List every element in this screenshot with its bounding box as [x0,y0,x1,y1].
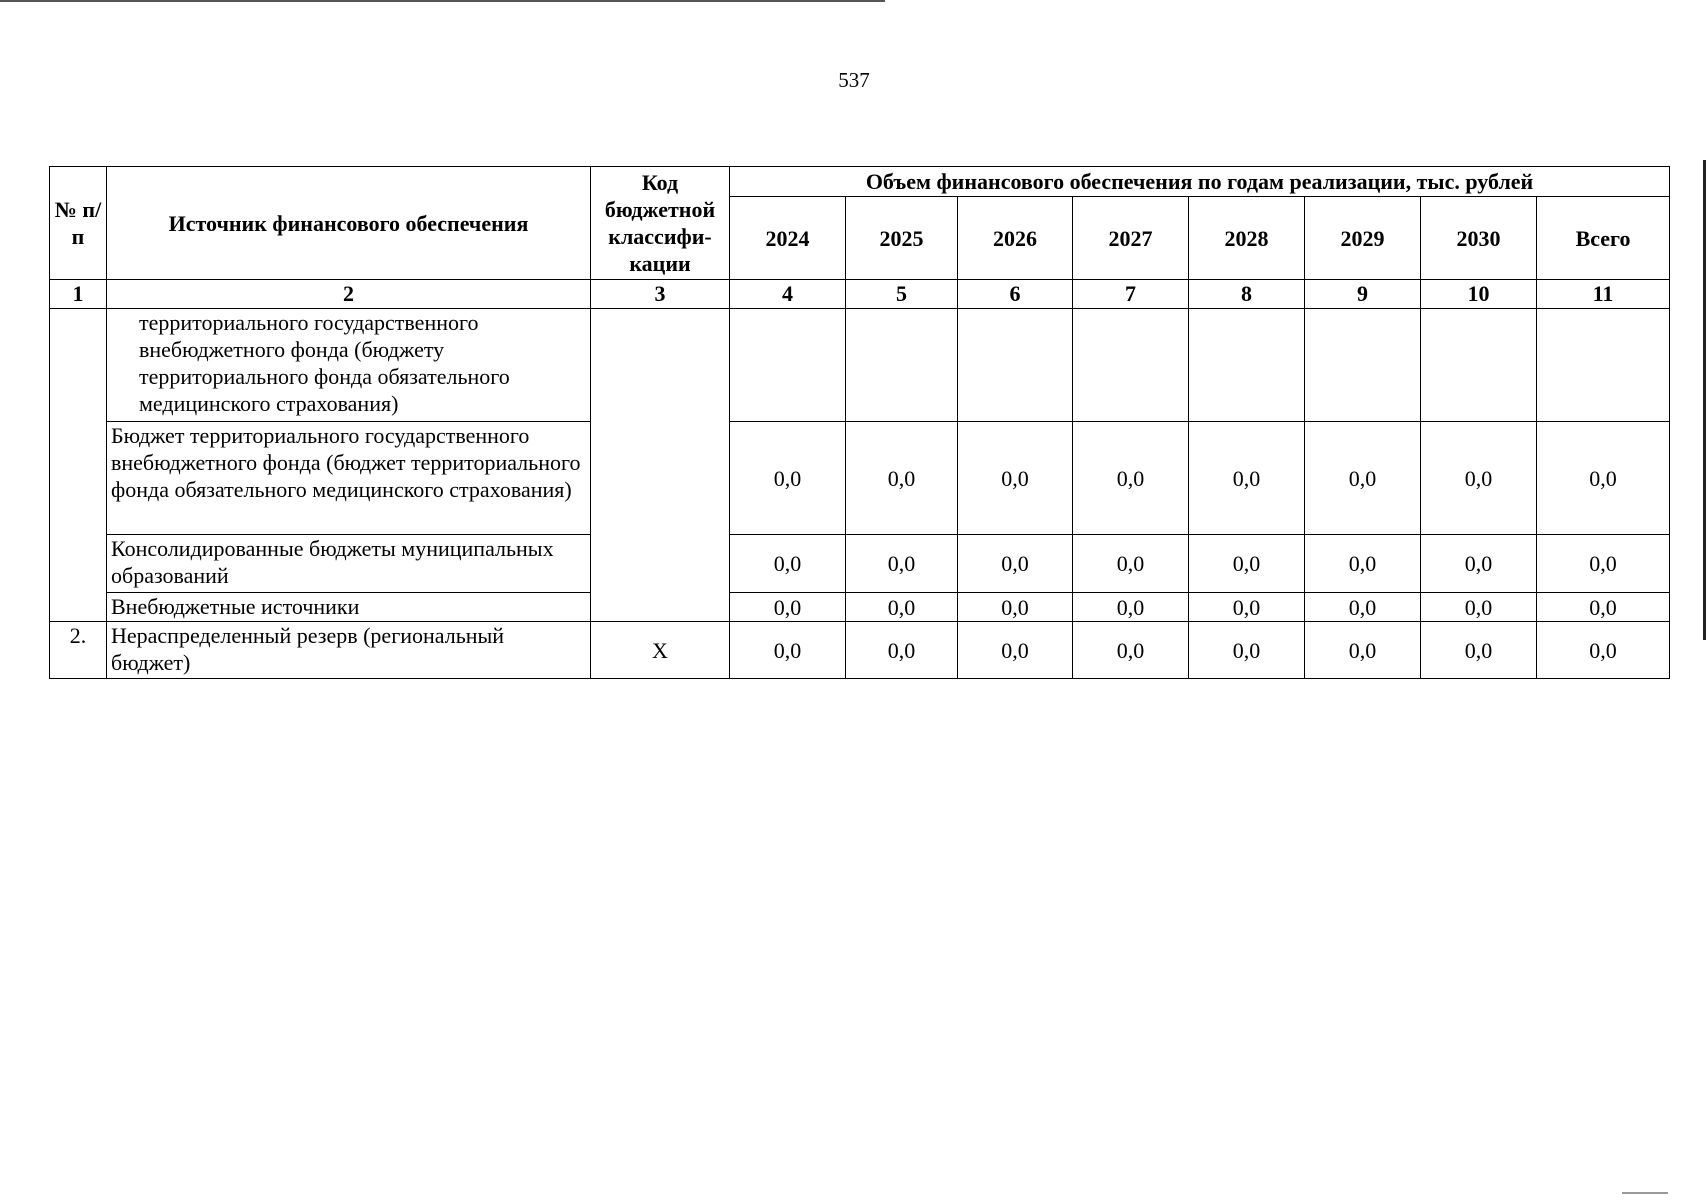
value-cell [1189,309,1305,422]
row-number-cell [50,309,107,622]
table-row [50,622,1670,679]
value-cell: 0,0 [1189,622,1305,679]
header-year: 2027 [1073,197,1189,280]
finance-table [49,166,1670,679]
source-cell: Нераспределенный резерв (региональный бюджет) [107,622,591,679]
value-cell [1073,309,1189,422]
value-cell: 0,0 [730,535,846,593]
header-year: 2024 [730,197,846,280]
column-number: 10 [1421,280,1537,309]
column-number: 2 [107,280,591,309]
value-cell [846,309,958,422]
column-number: 7 [1073,280,1189,309]
header-year: 2026 [958,197,1073,280]
value-cell [958,309,1073,422]
value-cell: 0,0 [1537,622,1670,679]
value-cell: 0,0 [1073,593,1189,622]
value-cell: 0,0 [1537,593,1670,622]
value-cell: 0,0 [846,622,958,679]
column-number: 3 [591,280,730,309]
value-cell: 0,0 [1421,535,1537,593]
source-cell: Внебюджетные источники [107,593,591,622]
value-cell [1421,309,1537,422]
value-cell: 0,0 [846,535,958,593]
value-cell [1305,309,1421,422]
scan-edge-mark [1703,160,1706,640]
budget-code-cell [591,309,730,622]
header-source: Источник финансового обеспечения [107,167,591,280]
value-cell: 0,0 [730,593,846,622]
header-volume: Объем финансового обеспечения по годам реализации, тыс. рублей [730,167,1670,197]
value-cell: 0,0 [730,622,846,679]
page-number: 537 [838,68,870,92]
value-cell: 0,0 [1073,622,1189,679]
header-year: 2025 [846,197,958,280]
table-row [50,422,1670,535]
column-number: 9 [1305,280,1421,309]
table-row [50,593,1670,622]
budget-code-cell: Х [591,622,730,679]
value-cell: 0,0 [958,622,1073,679]
top-rule [0,0,885,2]
value-cell: 0,0 [846,422,958,535]
table-row [50,535,1670,593]
value-cell: 0,0 [1073,422,1189,535]
value-cell: 0,0 [1189,535,1305,593]
header-code: Код бюджетной классифи-кации [591,167,730,280]
header-num: № п/п [50,167,107,280]
bottom-rule [1622,1192,1668,1194]
header-year: 2028 [1189,197,1305,280]
column-number: 4 [730,280,846,309]
value-cell: 0,0 [1305,422,1421,535]
value-cell: 0,0 [958,422,1073,535]
value-cell: 0,0 [1305,535,1421,593]
value-cell: 0,0 [1305,593,1421,622]
column-number: 11 [1537,280,1670,309]
value-cell: 0,0 [1421,622,1537,679]
value-cell [730,309,846,422]
column-number-row [50,280,1670,309]
source-cell: Консолидированные бюджеты муниципальных образований [107,535,591,593]
value-cell: 0,0 [1421,422,1537,535]
column-number: 1 [50,280,107,309]
value-cell: 0,0 [846,593,958,622]
value-cell: 0,0 [958,593,1073,622]
value-cell: 0,0 [1537,535,1670,593]
header-total: Всего [1537,197,1670,280]
column-number: 5 [846,280,958,309]
value-cell: 0,0 [1073,535,1189,593]
value-cell: 0,0 [1189,422,1305,535]
value-cell [1537,309,1670,422]
value-cell: 0,0 [1537,422,1670,535]
row-number-cell: 2. [50,622,107,679]
column-number: 8 [1189,280,1305,309]
value-cell: 0,0 [1421,593,1537,622]
header-year: 2030 [1421,197,1537,280]
source-cell: Бюджет территориального государственного внебюджетного фонда (бюджет территориального фонда обязательного медицинского страхования) [107,422,591,535]
value-cell: 0,0 [1189,593,1305,622]
value-cell: 0,0 [730,422,846,535]
table-row [50,309,1670,422]
header-year: 2029 [1305,197,1421,280]
source-cell: территориального государственного внебюджетного фонда (бюджету территориального фонда обязательного медицинского страхования) [107,309,591,422]
value-cell: 0,0 [1305,622,1421,679]
column-number: 6 [958,280,1073,309]
value-cell: 0,0 [958,535,1073,593]
